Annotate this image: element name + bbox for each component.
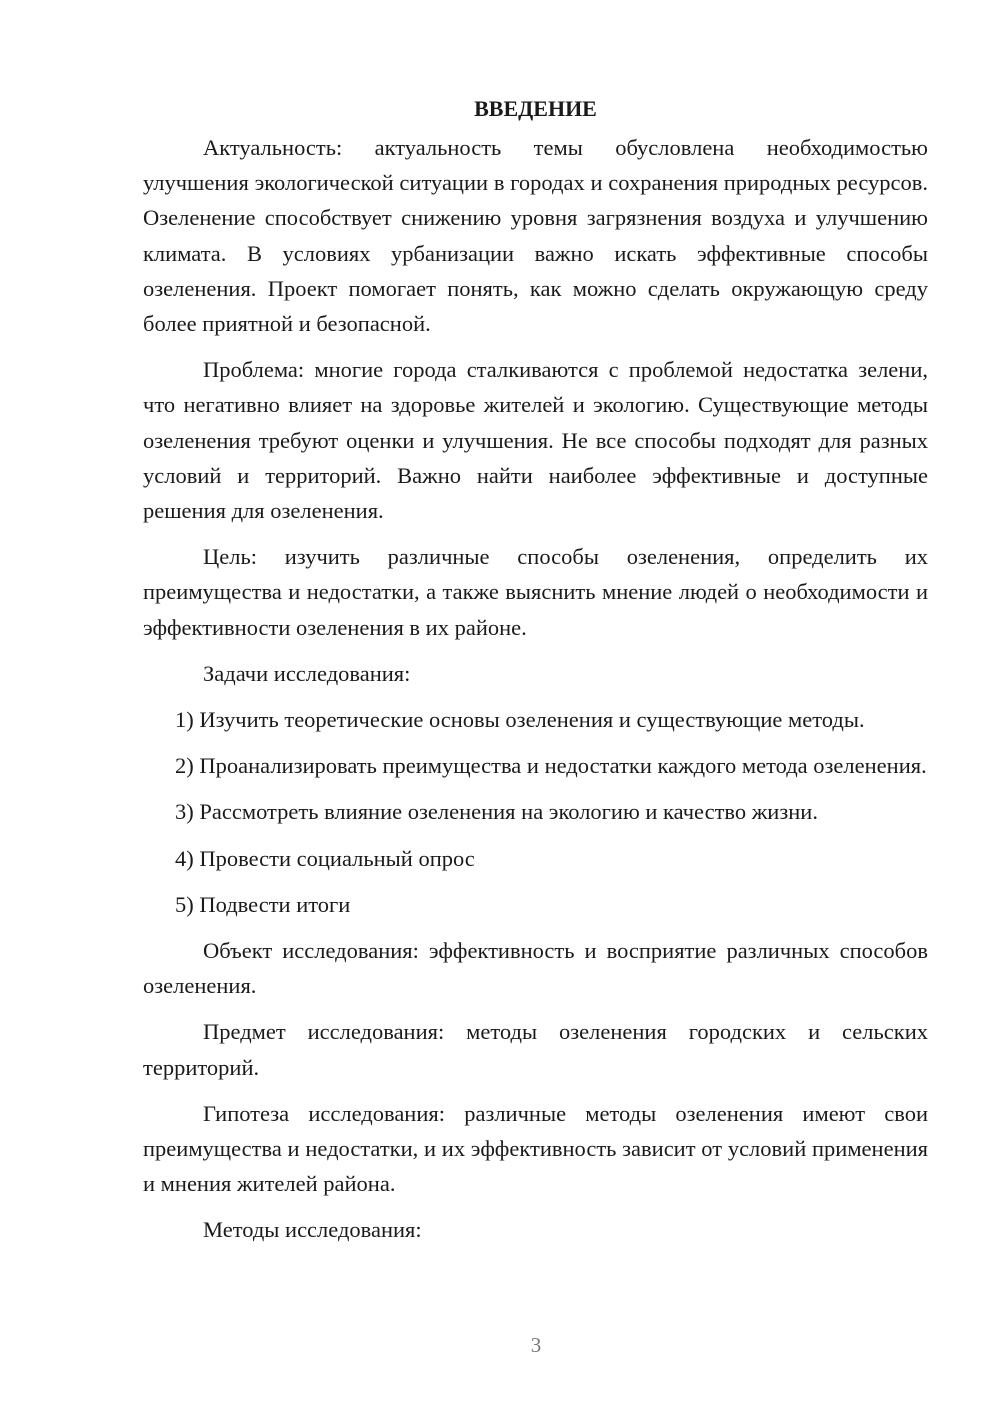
- paragraph-goal: Цель: изучить различные способы озеленения, определить их преимущества и недостатки, а также выяснить мнение людей о необходимости и эффективности озеленения в их районе.: [143, 544, 928, 640]
- paragraph-subject: Предмет исследования: методы озеленения городских и сельских территорий.: [143, 1019, 928, 1080]
- task-item-5: 5) Подвести итоги: [175, 891, 351, 917]
- task-item-2: 2) Проанализировать преимущества и недостатки каждого метода озеленения.: [175, 753, 927, 779]
- document-page: [143, 92, 928, 1248]
- paragraph-problem: Проблема: многие города сталкиваются с проблемой недостатка зелени, что негативно влияет на здоровье жителей и экологию. Существующие методы озеленения требуют оценки и улучшения. Не все способы подходят для разных условий и территорий. Важно найти наиболее эффективные и доступные решения для озеленения.: [143, 357, 928, 524]
- task-item-1: 1) Изучить теоретические основы озеленения и существующие методы.: [175, 707, 865, 733]
- paragraph-object: Объект исследования: эффективность и восприятие различных способов озеленения.: [143, 938, 928, 999]
- task-item-4: 4) Провести социальный опрос: [175, 845, 475, 871]
- paragraph-relevance: Актуальность: актуальность темы обусловлена необходимостью улучшения экологической ситуации в городах и сохранения природных ресурсов. Озеленение способствует снижению уровня загрязнения воздуха и улучшению климата. В условиях урбанизации важно искать эффективные способы озеленения. Проект помогает понять, как можно сделать окружающую среду более приятной и безопасной.: [143, 135, 928, 337]
- page-number: 3: [530, 1333, 542, 1357]
- tasks-heading: Задачи исследования:: [203, 660, 411, 686]
- paragraph-hypothesis: Гипотеза исследования: различные методы озеленения имеют свои преимущества и недостатки, и их эффективность зависит от условий применения и мнения жителей района.: [143, 1100, 928, 1197]
- task-item-3: 3) Рассмотреть влияние озеленения на экологию и качество жизни.: [175, 799, 818, 825]
- section-heading: ВВЕДЕНИЕ: [474, 96, 597, 121]
- methods-heading: Методы исследования:: [203, 1217, 422, 1243]
